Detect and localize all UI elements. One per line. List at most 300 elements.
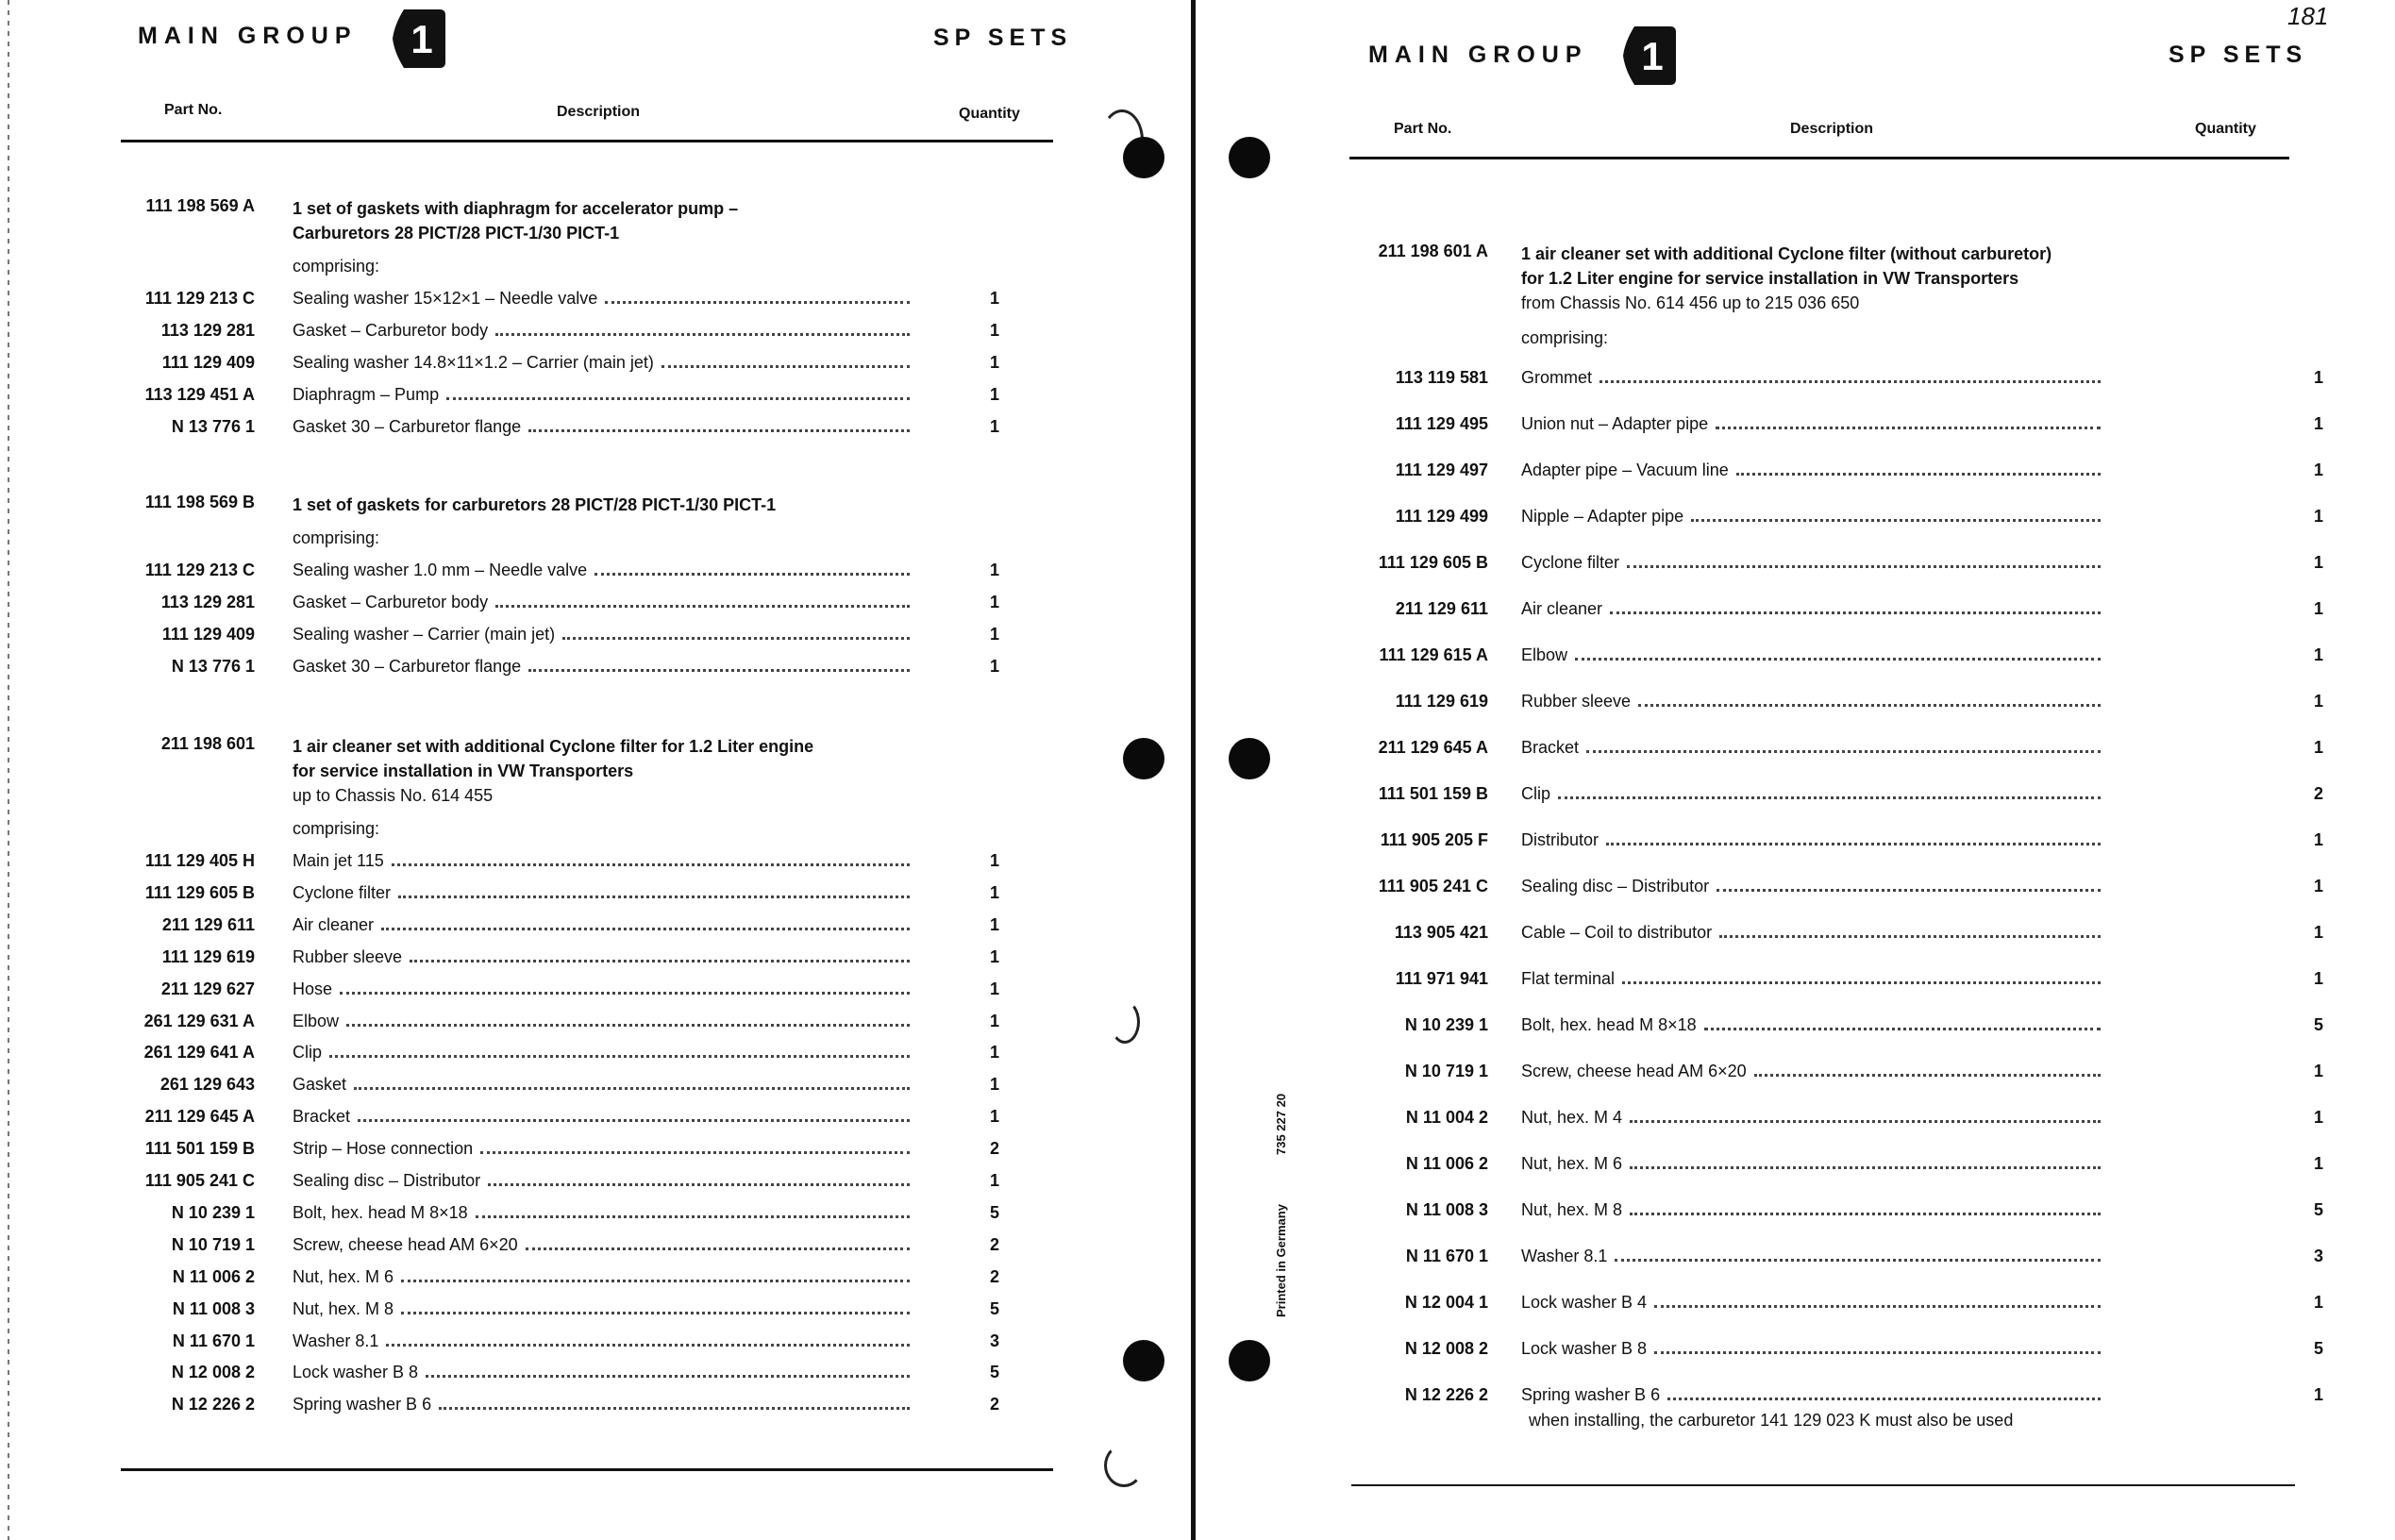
parts-row: [0, 593, 1132, 617]
binder-hole: [1123, 1340, 1164, 1381]
leader-dots: [1716, 427, 2101, 429]
part-description: [293, 1075, 915, 1095]
description-text: Air cleaner: [1521, 599, 1603, 618]
part-number: 111 129 605 B: [144, 882, 255, 902]
parts-row: [1200, 738, 2380, 762]
parts-row: [1200, 784, 2380, 809]
description-text: Nut, hex. M 6: [293, 1266, 394, 1286]
column-description: Description: [557, 104, 641, 120]
leader-dots: [1704, 1028, 2101, 1030]
leader-dots: [1630, 1213, 2101, 1215]
part-number: 113 129 451 A: [144, 385, 255, 404]
part-description: [293, 915, 915, 935]
part-description: [293, 1363, 915, 1382]
quantity-value: 1: [989, 561, 999, 579]
part-number: 261 129 643: [159, 1075, 255, 1095]
description-text: Sealing washer – Carrier (main jet): [293, 625, 556, 644]
description-text: Nut, hex. M 6: [1521, 1154, 1623, 1173]
part-number: N 10 719 1: [1404, 1062, 1488, 1080]
quantity-value: 1: [989, 593, 999, 611]
part-description: [1521, 414, 2106, 434]
part-description: [1521, 1062, 2106, 1081]
parts-row: [1200, 1015, 2380, 1040]
quantity-value: 1: [989, 1043, 999, 1063]
part-number: N 11 670 1: [1405, 1247, 1488, 1265]
description-text: Washer 8.1: [293, 1331, 379, 1350]
leader-dots: [1691, 519, 2101, 522]
part-description: [1521, 738, 2106, 758]
description-text: Rubber sleeve: [1521, 692, 1632, 711]
description-text: Lock washer B 8: [1521, 1339, 1648, 1358]
parts-row: [1200, 1108, 2380, 1132]
part-description: [1521, 1339, 2106, 1359]
description-text: Cable – Coil to distributor: [1521, 923, 1713, 942]
quantity-value: 1: [989, 289, 999, 308]
quantity-value: 1: [2313, 1293, 2323, 1312]
parts-row: [0, 1235, 1132, 1260]
part-number: N 11 008 3: [1405, 1200, 1488, 1219]
page-number: 181: [2287, 2, 2329, 30]
leader-dots: [1630, 1166, 2101, 1169]
quantity-value: 5: [989, 1298, 999, 1318]
leader-dots: [1667, 1398, 2101, 1400]
description-text: Gasket 30 – Carburetor flange: [293, 417, 522, 436]
leader-dots: [1558, 796, 2101, 799]
binder-hole: [1123, 137, 1164, 178]
quantity-value: 1: [2313, 923, 2323, 942]
part-number: 211 129 611: [161, 914, 255, 934]
parts-row: [1200, 692, 2380, 716]
description-text: Gasket – Carburetor body: [293, 321, 489, 340]
leader-dots: [446, 397, 910, 400]
quantity-value: 2: [989, 1266, 999, 1286]
leader-dots: [495, 605, 910, 608]
leader-dots: [1654, 1351, 2101, 1354]
parts-row: [0, 353, 1132, 377]
leader-dots: [488, 1183, 910, 1186]
part-number: 111 129 619: [1395, 692, 1488, 711]
binder-hole: [1229, 1340, 1270, 1381]
description-text: Union nut – Adapter pipe: [1521, 414, 1709, 433]
binding-divider: [1191, 0, 1196, 1540]
parts-row: [1200, 1247, 2380, 1271]
part-number: N 13 776 1: [171, 657, 255, 676]
comprising-label: comprising:: [1521, 328, 1609, 347]
part-number: N 11 006 2: [1405, 1154, 1488, 1173]
set-heading-line: 1 set of gaskets with diaphragm for accelerator pump –: [293, 199, 739, 218]
parts-row: [1200, 645, 2380, 670]
parts-row: [0, 417, 1132, 442]
quantity-value: 1: [2313, 460, 2323, 479]
parts-row: [0, 883, 1132, 908]
quantity-value: 1: [2313, 1385, 2323, 1404]
leader-dots: [1615, 1259, 2101, 1262]
part-number: 111 129 619: [161, 946, 255, 966]
parts-row: [0, 947, 1132, 972]
description-text: Distributor: [1521, 830, 1599, 849]
description-text: Sealing disc – Distributor: [1521, 877, 1710, 896]
parts-row: [1200, 1339, 2380, 1364]
set-heading-line: 1 air cleaner set with additional Cyclone filter for 1.2 Liter engine: [293, 737, 814, 756]
part-number: 111 501 159 B: [144, 1139, 255, 1159]
quantity-value: 1: [2313, 414, 2323, 433]
part-number: 211 129 645 A: [1378, 738, 1488, 757]
description-text: Cyclone filter: [293, 882, 392, 902]
comprising-label: comprising:: [293, 528, 380, 547]
part-description: [293, 289, 915, 309]
parts-row: [0, 1267, 1132, 1292]
quantity-value: 1: [989, 321, 999, 340]
leader-dots: [1627, 565, 2101, 568]
parts-row: [0, 1012, 1132, 1036]
leader-dots: [1575, 658, 2101, 661]
binder-hole: [1229, 738, 1270, 779]
part-description: [293, 417, 915, 437]
leader-dots: [476, 1215, 910, 1218]
leader-dots: [605, 301, 910, 304]
quantity-value: 1: [2313, 368, 2323, 387]
part-description: [293, 1395, 915, 1414]
quantity-value: 1: [989, 851, 999, 870]
part-description: [293, 883, 915, 903]
main-group-title: MAIN GROUP: [1368, 42, 1588, 68]
part-description: [293, 1235, 915, 1255]
leader-dots: [386, 1344, 910, 1347]
description-text: Sealing washer 1.0 mm – Needle valve: [293, 561, 588, 579]
part-description: [1521, 1015, 2106, 1035]
parts-row: [0, 979, 1132, 1004]
part-number: N 11 670 1: [172, 1331, 255, 1350]
quantity-value: 2: [989, 1395, 999, 1414]
leader-dots: [528, 669, 910, 672]
column-quantity: Quantity: [959, 106, 1020, 122]
svg-text:1: 1: [1641, 34, 1664, 78]
main-group-title: MAIN GROUP: [138, 23, 358, 49]
quantity-value: 1: [989, 882, 999, 902]
leader-dots: [381, 928, 910, 930]
part-description: [1521, 1200, 2106, 1220]
part-number: 113 905 421: [1394, 923, 1488, 942]
part-number: 111 129 499: [1395, 507, 1488, 526]
leader-dots: [439, 1407, 910, 1410]
description-text: Gasket: [293, 1075, 347, 1095]
part-number: N 12 008 2: [1404, 1339, 1488, 1358]
leader-dots: [392, 863, 910, 866]
part-number: N 10 239 1: [171, 1202, 255, 1222]
quantity-value: 1: [2313, 645, 2323, 664]
part-description: [293, 1299, 915, 1319]
quantity-value: 5: [2313, 1200, 2323, 1219]
column-description: Description: [1790, 121, 1874, 137]
quantity-value: 1: [2313, 1154, 2323, 1173]
header-rule: [1349, 157, 2289, 159]
part-number: 111 129 405 H: [144, 851, 255, 870]
column-part-no: Part No.: [1394, 121, 1452, 137]
part-number: 113 119 581: [1395, 368, 1488, 387]
parts-row: [1200, 507, 2380, 531]
parts-row: [1200, 460, 2380, 485]
part-description: [293, 657, 915, 677]
part-description: [293, 947, 915, 967]
part-description: [1521, 923, 2106, 943]
part-description: [293, 593, 915, 612]
description-text: Nut, hex. M 8: [1521, 1200, 1623, 1219]
parts-row: [1200, 877, 2380, 901]
left-page: [0, 0, 1191, 1540]
leader-dots: [480, 1151, 910, 1154]
description-text: Air cleaner: [293, 914, 375, 934]
leader-dots: [1654, 1305, 2101, 1308]
leader-dots: [1630, 1120, 2101, 1123]
part-description: [293, 851, 915, 871]
set-heading-line: for service installation in VW Transporters: [293, 762, 634, 780]
quantity-value: 1: [2313, 553, 2323, 572]
part-description: [293, 625, 915, 644]
quantity-value: 1: [989, 1011, 999, 1030]
leader-dots: [562, 637, 910, 640]
quantity-value: 1: [989, 353, 999, 372]
part-number: N 11 008 3: [172, 1298, 255, 1318]
quantity-value: 5: [989, 1202, 999, 1222]
part-number: 111 905 241 C: [1378, 877, 1488, 896]
parts-row: [0, 657, 1132, 681]
description-text: Adapter pipe – Vacuum line: [1521, 460, 1729, 479]
footer-rule: [1351, 1484, 2295, 1486]
part-description: [1521, 553, 2106, 573]
leader-dots: [1717, 889, 2101, 892]
description-text: Bolt, hex. head M 8×18: [1521, 1015, 1697, 1034]
parts-row: [0, 1203, 1132, 1228]
part-description: [293, 385, 915, 405]
description-text: Elbow: [293, 1011, 340, 1030]
parts-row: [1200, 1293, 2380, 1317]
leader-dots: [1606, 843, 2101, 845]
part-description: [293, 1139, 915, 1159]
set-heading-line: for 1.2 Liter engine for service installation in VW Transporters: [1521, 269, 2019, 288]
part-description: [1521, 1247, 2106, 1266]
description-text: Clip: [1521, 784, 1551, 803]
part-description: [1521, 645, 2106, 665]
quantity-value: 1: [989, 385, 999, 404]
set-part-number: 211 198 601 A: [1378, 242, 1488, 260]
part-number: 111 905 205 F: [1380, 830, 1488, 849]
set-heading-line: from Chassis No. 614 456 up to 215 036 650: [1521, 293, 1860, 312]
column-part-no: Part No.: [164, 102, 223, 118]
description-text: Screw, cheese head AM 6×20: [293, 1234, 518, 1254]
part-number: 111 129 213 C: [144, 561, 255, 579]
description-text: Washer 8.1: [1521, 1247, 1608, 1265]
quantity-value: 2: [989, 1139, 999, 1159]
parts-row: [1200, 1154, 2380, 1179]
quantity-value: 1: [989, 417, 999, 436]
description-text: Cyclone filter: [1521, 553, 1620, 572]
quantity-value: 3: [2313, 1247, 2323, 1265]
quantity-value: 1: [989, 979, 999, 998]
part-number: N 12 008 2: [171, 1363, 255, 1382]
set-part-number: 211 198 601: [160, 734, 255, 753]
parts-row: [0, 561, 1132, 585]
sp-sets-title: SP SETS: [2169, 42, 2308, 68]
description-text: Elbow: [1521, 645, 1568, 664]
quantity-value: 1: [989, 1171, 999, 1190]
part-description: [1521, 1108, 2106, 1128]
quantity-value: 1: [989, 625, 999, 644]
quantity-value: 1: [989, 1075, 999, 1095]
description-text: Sealing disc – Distributor: [293, 1171, 481, 1190]
part-description: [293, 1267, 915, 1287]
parts-row: [1200, 553, 2380, 578]
description-text: Main jet 115: [293, 851, 384, 870]
document-code-text: 735 227 20: [1274, 1093, 1288, 1155]
parts-row: [1200, 969, 2380, 994]
quantity-value: 1: [989, 1107, 999, 1127]
quantity-value: 1: [2313, 877, 2323, 896]
quantity-value: 5: [2313, 1339, 2323, 1358]
quantity-value: 1: [989, 914, 999, 934]
part-number: 111 971 941: [1395, 969, 1488, 988]
parts-row: [0, 1331, 1132, 1356]
column-quantity: Quantity: [2195, 121, 2256, 137]
part-number: 113 129 281: [160, 593, 255, 611]
part-number: N 10 719 1: [171, 1234, 255, 1254]
part-number: 111 501 159 B: [1378, 784, 1488, 803]
leader-dots: [426, 1375, 910, 1378]
part-description: [1521, 1154, 2106, 1174]
part-number: 261 129 631 A: [143, 1011, 255, 1030]
parts-row: [0, 1395, 1132, 1419]
quantity-value: 1: [989, 657, 999, 676]
quantity-value: 2: [2313, 784, 2323, 803]
quantity-value: 1: [2313, 1062, 2323, 1080]
part-description: [293, 1331, 915, 1351]
leader-dots: [662, 365, 910, 368]
part-number: 111 129 409: [161, 353, 255, 372]
part-number: 111 129 497: [1395, 460, 1488, 479]
description-text: Grommet: [1521, 368, 1593, 387]
description-text: Flat terminal: [1521, 969, 1616, 988]
punch-mark: [1110, 1000, 1140, 1044]
description-text: Rubber sleeve: [293, 946, 403, 966]
leader-dots: [1754, 1074, 2101, 1077]
part-number: 111 129 605 B: [1378, 553, 1488, 572]
parts-row: [1200, 414, 2380, 439]
leader-dots: [526, 1247, 910, 1250]
leader-dots: [398, 896, 910, 898]
set-heading-line: 1 set of gaskets for carburetors 28 PICT/28 PICT-1/30 PICT-1: [293, 495, 777, 514]
parts-row: [1200, 923, 2380, 947]
parts-row: [0, 321, 1132, 345]
set-heading-line: Carburetors 28 PICT/28 PICT-1/30 PICT-1: [293, 224, 620, 243]
parts-row: [1200, 1385, 2380, 1410]
description-text: Sealing washer 15×12×1 – Needle valve: [293, 289, 598, 308]
set-heading-line: 1 air cleaner set with additional Cyclone filter (without carburetor): [1521, 244, 2052, 263]
part-number: 211 129 611: [1395, 599, 1488, 618]
quantity-value: 1: [2313, 969, 2323, 988]
leader-dots: [1638, 704, 2101, 707]
leader-dots: [495, 333, 910, 336]
quantity-value: 1: [2313, 1108, 2323, 1127]
part-description: [293, 1107, 915, 1127]
part-description: [1521, 1293, 2106, 1313]
part-number: N 12 004 1: [1404, 1293, 1488, 1312]
parts-row: [0, 1299, 1132, 1324]
group-number-badge: [1621, 23, 1678, 89]
quantity-value: 5: [989, 1363, 999, 1382]
part-description: [293, 1012, 915, 1031]
part-description: [1521, 830, 2106, 850]
description-text: Sealing washer 14.8×11×1.2 – Carrier (main jet): [293, 353, 654, 372]
part-description: [293, 1171, 915, 1191]
description-text: Bracket: [1521, 738, 1580, 757]
part-number: N 10 239 1: [1404, 1015, 1488, 1034]
leader-dots: [358, 1119, 910, 1122]
part-number: 211 129 645 A: [144, 1107, 255, 1127]
part-description: [1521, 1385, 2106, 1405]
group-number-badge: [391, 6, 447, 72]
leader-dots: [1622, 981, 2101, 984]
quantity-value: 5: [2313, 1015, 2323, 1034]
leader-dots: [354, 1087, 910, 1090]
leader-dots: [401, 1280, 910, 1282]
set-part-number: 111 198 569 B: [144, 493, 255, 511]
description-text: Spring washer B 6: [1521, 1385, 1661, 1404]
parts-row: [1200, 1200, 2380, 1225]
description-text: Lock washer B 4: [1521, 1293, 1648, 1312]
header-rule: [121, 140, 1053, 142]
description-text: Nut, hex. M 4: [1521, 1108, 1623, 1127]
parts-row: [0, 1043, 1132, 1067]
part-description: [1521, 969, 2106, 989]
leader-dots: [329, 1055, 910, 1058]
part-number: 111 129 615 A: [1379, 645, 1488, 664]
quantity-value: 2: [989, 1234, 999, 1254]
part-description: [293, 321, 915, 341]
parts-row: [1200, 1062, 2380, 1086]
part-number: N 12 226 2: [171, 1395, 255, 1414]
svg-text:1: 1: [410, 17, 433, 61]
part-number: 111 129 495: [1395, 414, 1488, 433]
part-number: 111 905 241 C: [144, 1171, 255, 1190]
parts-row: [0, 625, 1132, 649]
quantity-value: 1: [2313, 738, 2323, 757]
leader-dots: [1586, 750, 2101, 753]
parts-row: [0, 1363, 1132, 1387]
part-description: [1521, 784, 2106, 804]
part-number: N 11 006 2: [172, 1266, 255, 1286]
set-part-number: 111 198 569 A: [145, 196, 255, 215]
leader-dots: [1599, 380, 2101, 383]
part-number: 111 129 213 C: [144, 289, 255, 308]
parts-row: [1200, 599, 2380, 624]
set-heading-line: up to Chassis No. 614 455: [293, 786, 494, 805]
part-description: [1521, 460, 2106, 480]
part-number: N 11 004 2: [1405, 1108, 1488, 1127]
footer-rule: [121, 1468, 1053, 1471]
quantity-value: 1: [989, 946, 999, 966]
quantity-value: 1: [2313, 599, 2323, 618]
parts-row: [0, 915, 1132, 940]
binder-hole: [1229, 137, 1270, 178]
comprising-label: comprising:: [293, 257, 380, 276]
leader-dots: [410, 960, 910, 962]
leader-dots: [401, 1312, 910, 1314]
description-text: Bolt, hex. head M 8×18: [293, 1202, 468, 1222]
description-text: Clip: [293, 1043, 323, 1063]
printed-in-germany-text: Printed in Germany: [1274, 1204, 1288, 1317]
leader-dots: [340, 992, 910, 995]
description-text: Strip – Hose connection: [293, 1139, 474, 1159]
part-number: 113 129 281: [160, 321, 255, 340]
